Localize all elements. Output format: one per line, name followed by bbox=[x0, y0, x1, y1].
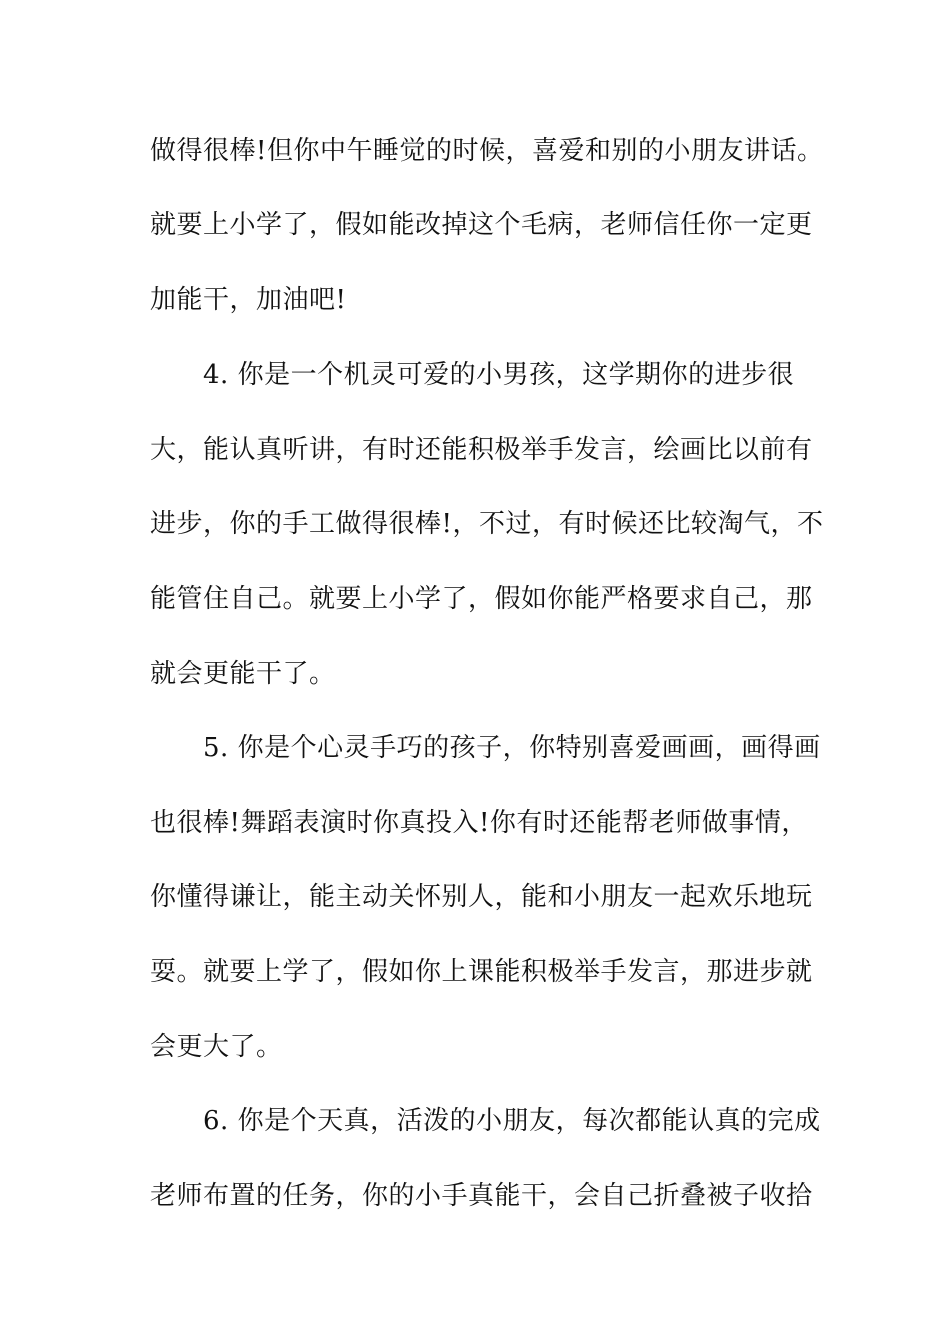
text-line-3: 加能干，加油吧! bbox=[150, 285, 347, 315]
text-line-11: 你懂得谦让，能主动关怀别人，能和小朋友一起欢乐地玩 bbox=[150, 882, 813, 912]
text-line-9-item-heading: 5. 你是个心灵手巧的孩子，你特别喜爱画画，画得画 bbox=[203, 733, 821, 763]
text-line-1: 做得很棒!但你中午睡觉的时候，喜爱和别的小朋友讲话。 bbox=[150, 136, 824, 166]
text-line-8: 就会更能干了。 bbox=[150, 659, 336, 689]
text-line-5: 大，能认真听讲，有时还能积极举手发言，绘画比以前有 bbox=[150, 435, 813, 465]
text-line-15: 老师布置的任务，你的小手真能干，会自己折叠被子收拾 bbox=[150, 1181, 813, 1211]
text-line-6: 进步，你的手工做得很棒!，不过，有时候还比较淘气，不 bbox=[150, 509, 824, 539]
text-line-12: 耍。就要上学了，假如你上课能积极举手发言，那进步就 bbox=[150, 957, 813, 987]
text-line-14-item-heading: 6. 你是个天真，活泼的小朋友，每次都能认真的完成 bbox=[203, 1106, 821, 1136]
text-line-4-item-heading: 4. 你是一个机灵可爱的小男孩，这学期你的进步很 bbox=[203, 360, 795, 390]
text-line-10: 也很棒!舞蹈表演时你真投入!你有时还能帮老师做事情， bbox=[150, 808, 808, 838]
text-line-13: 会更大了。 bbox=[150, 1032, 283, 1062]
text-line-7: 能管住自己。就要上小学了，假如你能严格要求自己，那 bbox=[150, 584, 813, 614]
text-line-2: 就要上小学了，假如能改掉这个毛病，老师信任你一定更 bbox=[150, 210, 813, 240]
